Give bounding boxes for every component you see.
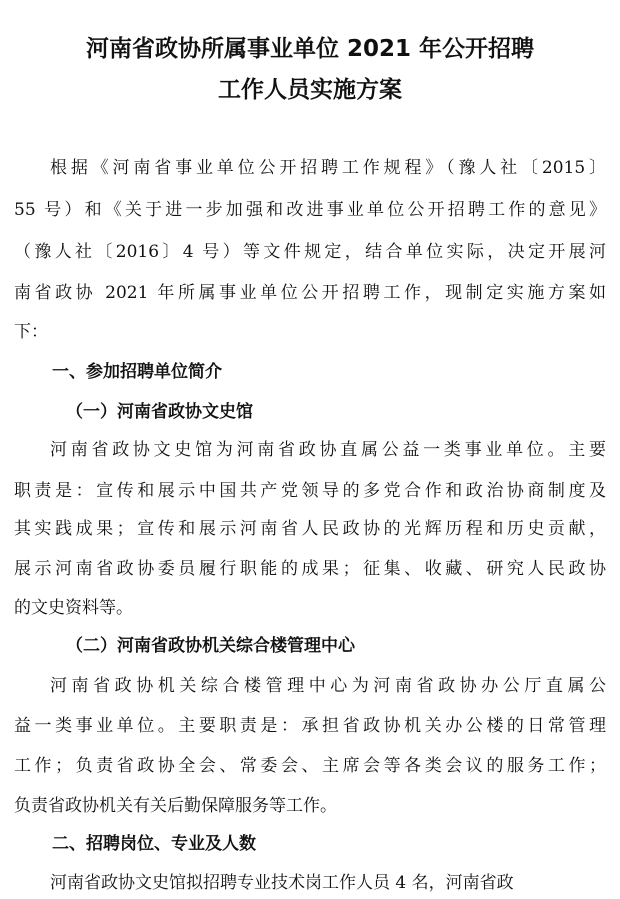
unit-2-paragraph-line: 工作；负责省政协全会、常委会、主席会等各类会议的服务工作； [14,756,606,776]
unit-2-paragraph-line: 负责省政协机关有关后勤保障服务等工作。 [14,796,337,816]
unit-1-paragraph-line: 河南省政协文史馆为河南省政协直属公益一类事业单位。主要 [50,440,606,460]
unit-1-paragraph-line: 职责是：宣传和展示中国共产党领导的多党合作和政治协商制度及 [14,481,606,501]
unit-1-paragraph-line: 的文史资料等。 [14,598,133,618]
intro-paragraph-line: （豫人社〔2016〕4 号）等文件规定，结合单位实际，决定开展河 [14,242,606,262]
document-title-line-1: 河南省政协所属事业单位 2021 年公开招聘 [85,36,535,62]
intro-paragraph-line: 南省政协 2021 年所属事业单位公开招聘工作，现制定实施方案如 [14,283,606,303]
unit-2-paragraph-line: 河南省政协机关综合楼管理中心为河南省政协办公厅直属公 [50,676,606,696]
intro-paragraph-line: 下： [14,322,48,342]
section-2-heading: 二、招聘岗位、专业及人数 [52,834,256,854]
section-1-heading: 一、参加招聘单位简介 [52,362,222,382]
unit-1-paragraph-line: 其实践成果；宣传和展示河南省人民政协的光辉历程和历史贡献， [14,519,606,539]
intro-paragraph-line: 根据《河南省事业单位公开招聘工作规程》（豫人社〔2015〕 [50,158,606,178]
document-title-line-2: 工作人员实施方案 [218,77,402,103]
section-2-paragraph-line: 河南省政协文史馆拟招聘专业技术岗工作人员 4 名，河南省政 [50,873,514,893]
intro-paragraph-line: 55 号）和《关于进一步加强和改进事业单位公开招聘工作的意见》 [14,200,606,220]
unit-2-paragraph-line: 益一类事业单位。主要职责是：承担省政协机关办公楼的日常管理 [14,716,606,736]
unit-1-heading: （一）河南省政协文史馆 [66,402,253,422]
unit-2-heading: （二）河南省政协机关综合楼管理中心 [66,636,355,656]
unit-1-paragraph-line: 展示河南省政协委员履行职能的成果；征集、收藏、研究人民政协 [14,559,606,579]
